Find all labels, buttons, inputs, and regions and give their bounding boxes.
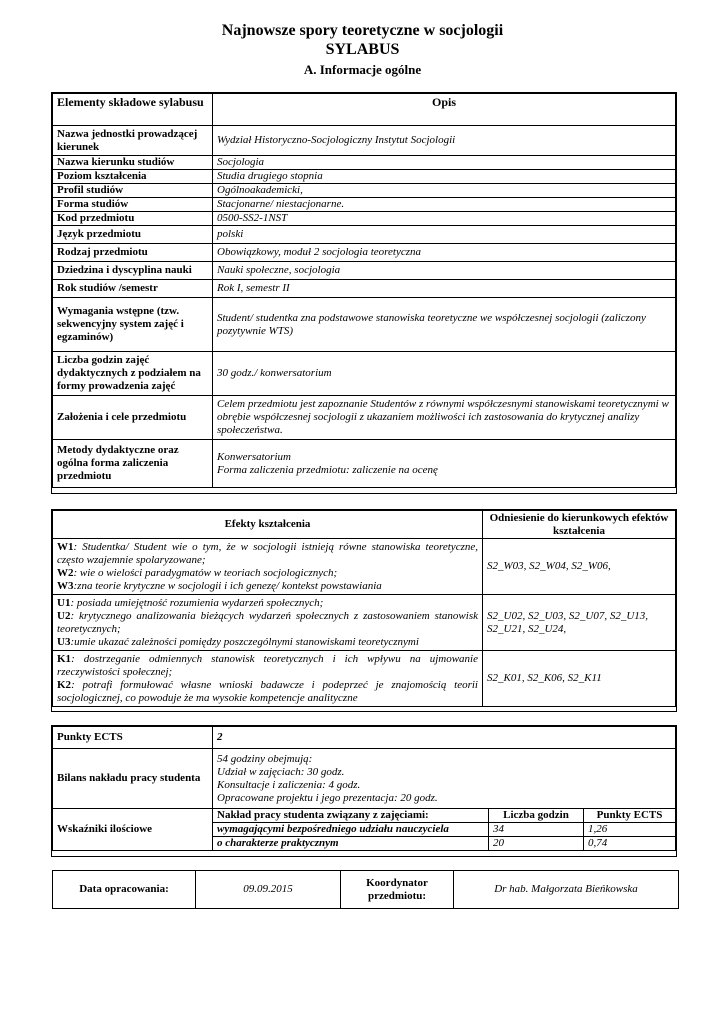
balance-line: Opracowane projektu i jego prezentacja: 20 godz. (217, 791, 438, 804)
effect-code: W2 (57, 566, 74, 579)
info-row-label: Poziom kształcenia (53, 170, 213, 184)
info-row-label: Język przedmiotu (53, 226, 213, 244)
info-row-label: Nazwa jednostki prowadzącej kierunek (53, 126, 213, 156)
balance-line: Udział w zajęciach: 30 godz. (217, 765, 345, 778)
info-row-value: polski (213, 226, 676, 244)
effect-text: : posiada umiejętność rozumienia wydarzeń społecznych; (70, 596, 324, 609)
effect-text: : dostrzeganie odmiennych stanowisk teoretycznych i ich wpływu na ujmowanie rzeczywistości społecznej; (57, 652, 478, 678)
document-subtitle: SYLABUS (325, 41, 400, 58)
effect-text: : wie o wielości paradygmatów w teoriach socjologicznych; (73, 566, 338, 579)
info-row-label: Wymagania wstępne (tzw. sekwencyjny system zajęć i egzaminów) (53, 298, 213, 352)
info-row-value: Socjologia (213, 156, 676, 170)
info-row-value: Student/ studentka zna podstawowe stanowiska teoretyczne we współczesnej socjologii (zaliczony pozytywnie WTS) (213, 298, 676, 352)
effect-code: W3 (57, 579, 74, 592)
info-row-label: Forma studiów (53, 198, 213, 212)
balance-line: Konsultacje i zaliczenia: 4 godz. (217, 778, 361, 791)
section-heading: A. Informacje ogólne (303, 62, 422, 77)
effect-group (53, 595, 483, 651)
info-row-value: Obowiązkowy, moduł 2 socjologia teoretyczna (213, 244, 676, 262)
info-row-value: Celem przedmiotu jest zapoznanie Studentów z równymi współczesnymi stanowiskami teoretycznymi w obrębie współczesnej socjologii z ukazaniem możliwości ich zastosowania do krytycznej analizy społeczeństwa. (213, 396, 676, 440)
effect-item (57, 580, 478, 593)
effect-text: : potrafi formułować własne wnioski badawcze i podeprzeć je znajomością teorii socjologicznej, co powoduje że ma wysokie kompetencje analityczne (57, 678, 478, 704)
info-row-label: Nazwa kierunku studiów (53, 156, 213, 170)
effect-item (57, 679, 478, 705)
balance-label: Bilans nakładu pracy studenta (53, 749, 213, 809)
effect-text: : krytycznego analizowania bieżących wydarzeń społecznych z zastosowaniem stanowisk teoretycznych; (57, 609, 478, 635)
info-row-label: Rodzaj przedmiotu (53, 244, 213, 262)
effect-item (57, 610, 478, 636)
effect-code: U1 (57, 596, 71, 609)
indicator-ects: 1,26 (584, 823, 676, 837)
info-row-value: Ogólnoakademicki, (213, 184, 676, 198)
effect-item (57, 636, 478, 649)
indicators-head-name: Nakład pracy studenta związany z zajęciami: (213, 809, 489, 823)
effect-group (53, 651, 483, 707)
effects-table (52, 510, 676, 707)
ects-value: 2 (213, 727, 676, 749)
document-title: Najnowsze spory teoretyczne w socjologii (221, 22, 504, 39)
info-row-value: Studia drugiego stopnia (213, 170, 676, 184)
info-row-label: Kod przedmiotu (53, 212, 213, 226)
effects-head-right: Odniesienie do kierunkowych efektów kształcenia (483, 511, 676, 539)
effect-code: K2 (57, 678, 72, 691)
info-table (52, 93, 676, 488)
info-row-value: 30 godz./ konwersatorium (213, 352, 676, 396)
effect-reference: S2_K01, S2_K06, S2_K11 (483, 651, 676, 707)
footer-table (52, 870, 679, 909)
effect-code: U3 (57, 635, 71, 648)
balance-line: 54 godziny obejmują: (217, 752, 313, 765)
info-row-value: 0500-SS2-1NST (213, 212, 676, 226)
effect-reference: S2_W03, S2_W04, S2_W06, (483, 539, 676, 595)
indicators-head-ects: Punkty ECTS (584, 809, 676, 823)
info-row-values (213, 440, 676, 488)
effect-code: K1 (57, 652, 72, 665)
info-row-label: Metody dydaktyczne oraz ogólna forma zaliczenia przedmiotu (53, 440, 213, 488)
effect-group (53, 539, 483, 595)
indicator-name: o charakterze praktycznym (213, 837, 489, 851)
info-row-label: Rok studiów /semestr (53, 280, 213, 298)
balance-lines (213, 749, 676, 809)
indicator-hours: 34 (489, 823, 584, 837)
effect-item (57, 653, 478, 679)
info-head-left: Elementy składowe sylabusu (53, 94, 213, 126)
indicator-ects: 0,74 (584, 837, 676, 851)
effect-text: : Studentka/ Student wie o tym, że w socjologii istnieją równe stanowiska teoretyczne, często wzajemnie spolaryzowane; (57, 540, 478, 566)
coordinator-label: Koordynator przedmiotu: (341, 871, 454, 909)
effect-text: :umie ukazać zależności pomiędzy poszczególnymi stanowiskami teoretycznymi (70, 635, 419, 648)
info-row-label: Dziedzina i dyscyplina nauki (53, 262, 213, 280)
effect-code: W1 (57, 540, 74, 553)
info-row-value: Forma zaliczenia przedmiotu: zaliczenie na ocenę (217, 463, 438, 476)
ects-table (52, 726, 676, 851)
effects-head-left: Efekty kształcenia (53, 511, 483, 539)
info-row-value: Wydział Historyczno-Socjologiczny Instytut Socjologii (213, 126, 676, 156)
indicator-hours: 20 (489, 837, 584, 851)
date-value: 09.09.2015 (196, 871, 341, 909)
indicator-name: wymagającymi bezpośredniego udziału nauczyciela (213, 823, 489, 837)
info-row-label: Liczba godzin zajęć dydaktycznych z podziałem na formy prowadzenia zajęć (53, 352, 213, 396)
indicators-label: Wskaźniki ilościowe (53, 809, 213, 851)
info-row-label: Założenia i cele przedmiotu (53, 396, 213, 440)
info-row-value: Konwersatorium (217, 450, 291, 463)
indicators-head-hours: Liczba godzin (489, 809, 584, 823)
info-row-value: Nauki społeczne, socjologia (213, 262, 676, 280)
date-label: Data opracowania: (53, 871, 196, 909)
info-row-value: Stacjonarne/ niestacjonarne. (213, 198, 676, 212)
effect-reference: S2_U02, S2_U03, S2_U07, S2_U13, S2_U21, S2_U24, (483, 595, 676, 651)
effect-item (57, 541, 478, 567)
effect-text: :zna teorie krytyczne w socjologii i ich genezę/ kontekst powstawiania (73, 579, 382, 592)
coordinator-value: Dr hab. Małgorzata Bieńkowska (454, 871, 679, 909)
info-row-value: Rok I, semestr II (213, 280, 676, 298)
info-row-label: Profil studiów (53, 184, 213, 198)
effect-code: U2 (57, 609, 71, 622)
effect-item (57, 567, 478, 580)
info-head-right: Opis (213, 94, 676, 126)
ects-label: Punkty ECTS (53, 727, 213, 749)
effect-item (57, 597, 478, 610)
